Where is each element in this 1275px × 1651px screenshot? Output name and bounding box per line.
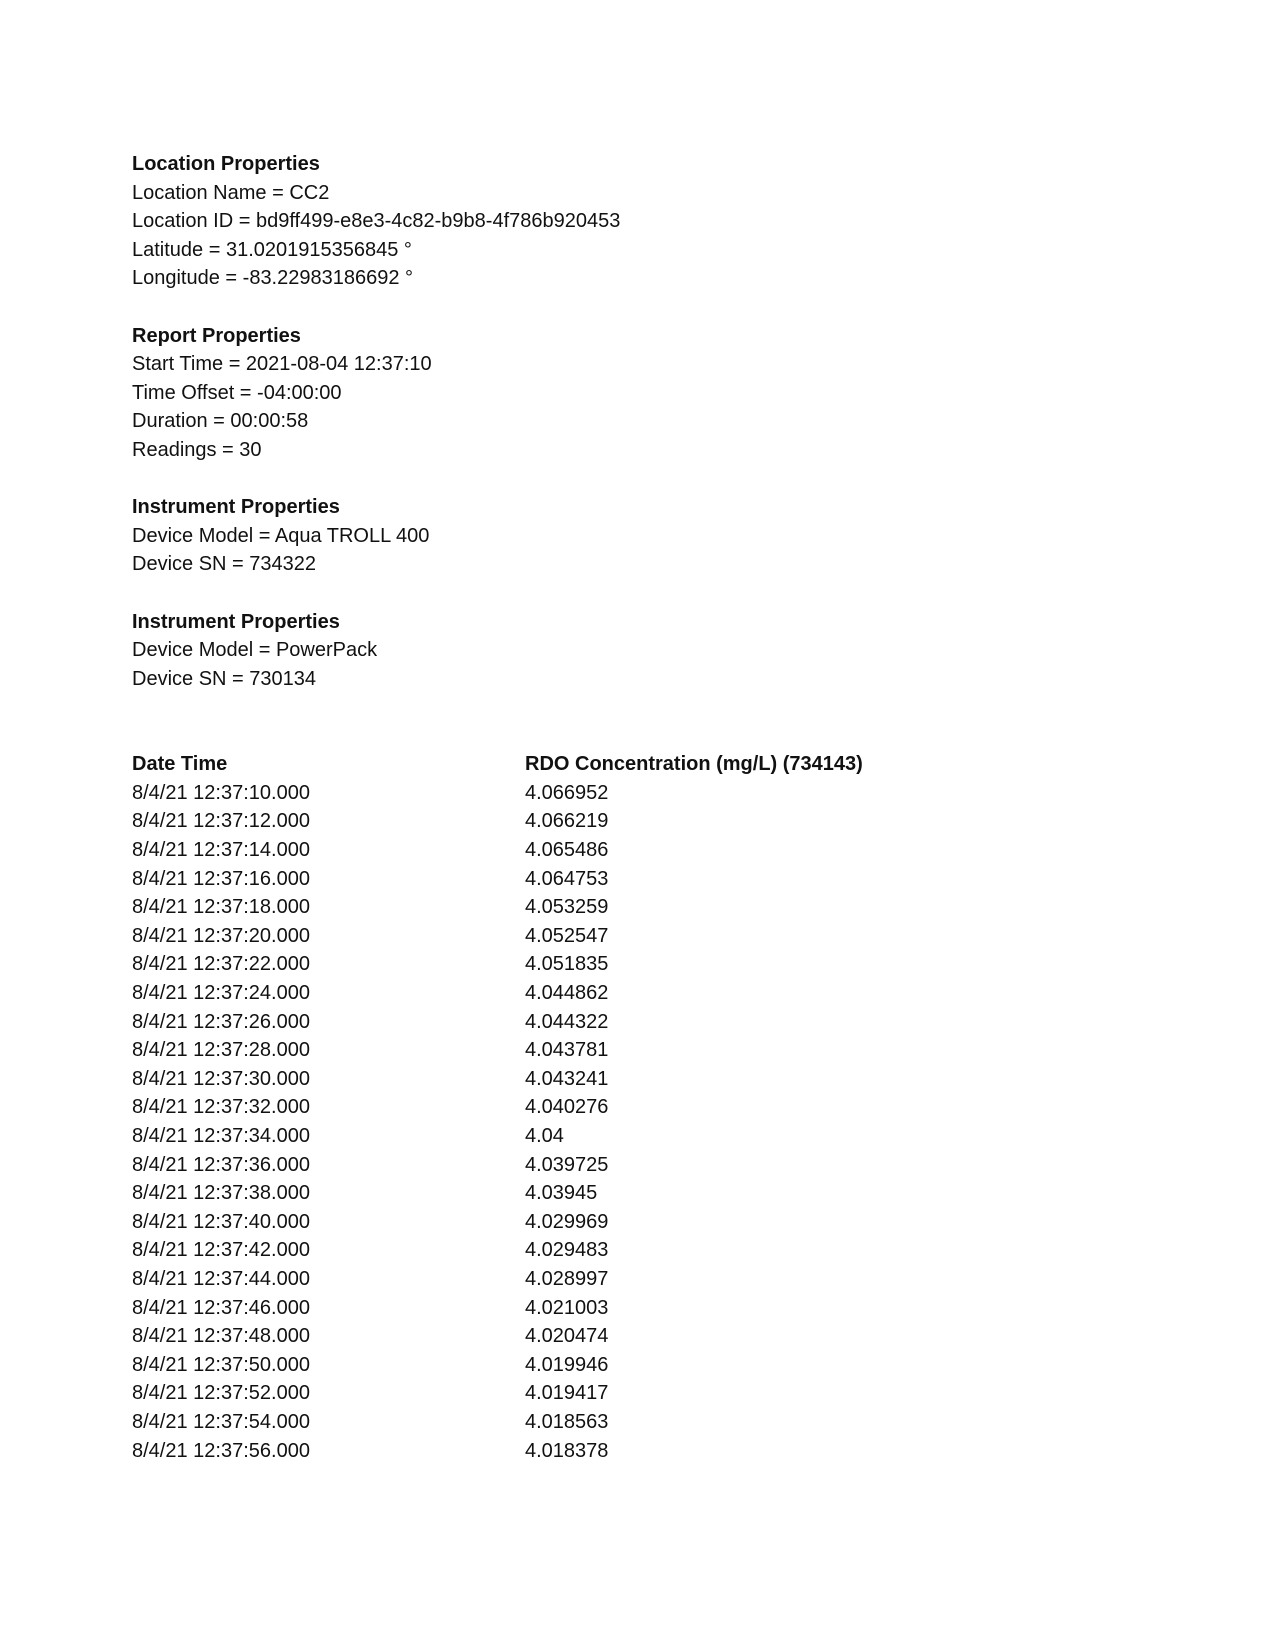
- table-row: [132, 779, 1192, 808]
- rdo-concentration-cell: 4.043781: [525, 1039, 609, 1062]
- table-row: [132, 1322, 1192, 1351]
- rdo-concentration-cell: 4.052547: [525, 924, 609, 947]
- rdo-concentration-cell: 4.064753: [525, 867, 609, 890]
- table-row: [132, 1065, 1192, 1094]
- date-time-cell: 8/4/21 12:37:18.000: [132, 896, 310, 919]
- table-row: [132, 1151, 1192, 1180]
- rdo-concentration-cell: 4.029969: [525, 1210, 609, 1233]
- table-row: [132, 1351, 1192, 1380]
- rdo-concentration-cell: 4.019946: [525, 1353, 609, 1376]
- date-time-cell: 8/4/21 12:37:44.000: [132, 1267, 310, 1290]
- rdo-concentration-cell: 4.04: [525, 1125, 564, 1147]
- table-row: [132, 1379, 1192, 1408]
- rdo-concentration-cell: 4.044322: [525, 1010, 609, 1033]
- section-title: Instrument Properties: [132, 610, 340, 633]
- rdo-concentration-cell: 4.021003: [525, 1296, 609, 1319]
- table-body: [132, 779, 1192, 1465]
- date-time-cell: 8/4/21 12:37:38.000: [132, 1182, 310, 1205]
- start-time-line: Start Time = 2021-08-04 12:37:10: [132, 353, 432, 376]
- date-time-cell: 8/4/21 12:37:22.000: [132, 953, 310, 976]
- rdo-concentration-cell: 4.019417: [525, 1382, 609, 1405]
- table-row: [132, 1179, 1192, 1208]
- table-row: [132, 1265, 1192, 1294]
- location-id-line: Location ID = bd9ff499-e8e3-4c82-b9b8-4f786b920453: [132, 210, 621, 233]
- report-page: [132, 150, 1192, 1465]
- date-time-cell: 8/4/21 12:37:54.000: [132, 1410, 310, 1433]
- section-title: Instrument Properties: [132, 496, 340, 519]
- section-title: Report Properties: [132, 324, 301, 347]
- instrument-properties-section-1: [132, 493, 1192, 579]
- date-time-cell: 8/4/21 12:37:50.000: [132, 1353, 310, 1376]
- instrument-properties-section-2: [132, 608, 1192, 694]
- date-time-cell: 8/4/21 12:37:42.000: [132, 1239, 310, 1262]
- date-time-cell: 8/4/21 12:37:16.000: [132, 867, 310, 890]
- table-row: [132, 1294, 1192, 1323]
- date-time-cell: 8/4/21 12:37:24.000: [132, 982, 310, 1005]
- rdo-concentration-cell: 4.065486: [525, 839, 609, 862]
- rdo-concentration-header: RDO Concentration (mg/L) (734143): [525, 753, 863, 776]
- rdo-concentration-cell: 4.018378: [525, 1439, 609, 1462]
- rdo-concentration-cell: 4.044862: [525, 982, 609, 1005]
- latitude-line: Latitude = 31.0201915356845 °: [132, 238, 412, 261]
- date-time-cell: 8/4/21 12:37:34.000: [132, 1125, 310, 1147]
- rdo-concentration-cell: 4.028997: [525, 1267, 609, 1290]
- date-time-cell: 8/4/21 12:37:32.000: [132, 1096, 310, 1119]
- table-row: [132, 865, 1192, 894]
- table-row: [132, 950, 1192, 979]
- date-time-cell: 8/4/21 12:37:52.000: [132, 1382, 310, 1405]
- table-row: [132, 1208, 1192, 1237]
- date-time-cell: 8/4/21 12:37:20.000: [132, 924, 310, 947]
- device-sn-line: Device SN = 730134: [132, 667, 317, 690]
- rdo-concentration-cell: 4.029483: [525, 1239, 609, 1262]
- time-offset-line: Time Offset = -04:00:00: [132, 381, 342, 404]
- table-row: [132, 1036, 1192, 1065]
- table-row: [132, 922, 1192, 951]
- date-time-cell: 8/4/21 12:37:56.000: [132, 1439, 310, 1462]
- table-row: [132, 1122, 1192, 1151]
- table-row: [132, 1437, 1192, 1466]
- rdo-concentration-cell: 4.053259: [525, 896, 609, 919]
- device-sn-line: Device SN = 734322: [132, 553, 317, 576]
- duration-line: Duration = 00:00:58: [132, 410, 309, 433]
- rdo-concentration-cell: 4.043241: [525, 1067, 609, 1090]
- date-time-cell: 8/4/21 12:37:10.000: [132, 781, 310, 804]
- table-header-row: [132, 750, 1192, 779]
- rdo-concentration-cell: 4.051835: [525, 953, 609, 976]
- date-time-cell: 8/4/21 12:37:30.000: [132, 1067, 310, 1090]
- date-time-cell: 8/4/21 12:37:40.000: [132, 1210, 310, 1233]
- rdo-concentration-cell: 4.066219: [525, 810, 609, 833]
- section-title: Location Properties: [132, 153, 320, 175]
- device-model-line: Device Model = Aqua TROLL 400: [132, 524, 430, 547]
- table-row: [132, 1093, 1192, 1122]
- rdo-concentration-cell: 4.040276: [525, 1096, 609, 1119]
- date-time-cell: 8/4/21 12:37:26.000: [132, 1010, 310, 1033]
- date-time-cell: 8/4/21 12:37:36.000: [132, 1153, 310, 1176]
- table-row: [132, 979, 1192, 1008]
- table-row: [132, 893, 1192, 922]
- location-name-line: Location Name = CC2: [132, 181, 330, 204]
- date-time-cell: 8/4/21 12:37:14.000: [132, 839, 310, 862]
- rdo-concentration-cell: 4.018563: [525, 1410, 609, 1433]
- location-properties-section: [132, 150, 1192, 293]
- rdo-concentration-cell: 4.039725: [525, 1153, 609, 1176]
- rdo-concentration-cell: 4.066952: [525, 781, 609, 804]
- date-time-cell: 8/4/21 12:37:48.000: [132, 1325, 310, 1348]
- table-row: [132, 807, 1192, 836]
- readings-table: [132, 750, 1192, 1465]
- table-row: [132, 1008, 1192, 1037]
- table-row: [132, 836, 1192, 865]
- date-time-cell: 8/4/21 12:37:28.000: [132, 1039, 310, 1062]
- report-properties-section: [132, 322, 1192, 465]
- readings-line: Readings = 30: [132, 438, 262, 461]
- longitude-line: Longitude = -83.22983186692 °: [132, 267, 414, 290]
- rdo-concentration-cell: 4.03945: [525, 1182, 598, 1205]
- date-time-cell: 8/4/21 12:37:12.000: [132, 810, 310, 833]
- device-model-line: Device Model = PowerPack: [132, 639, 378, 662]
- date-time-header: Date Time: [132, 753, 228, 776]
- table-row: [132, 1236, 1192, 1265]
- table-row: [132, 1408, 1192, 1437]
- date-time-cell: 8/4/21 12:37:46.000: [132, 1296, 310, 1319]
- rdo-concentration-cell: 4.020474: [525, 1325, 609, 1348]
